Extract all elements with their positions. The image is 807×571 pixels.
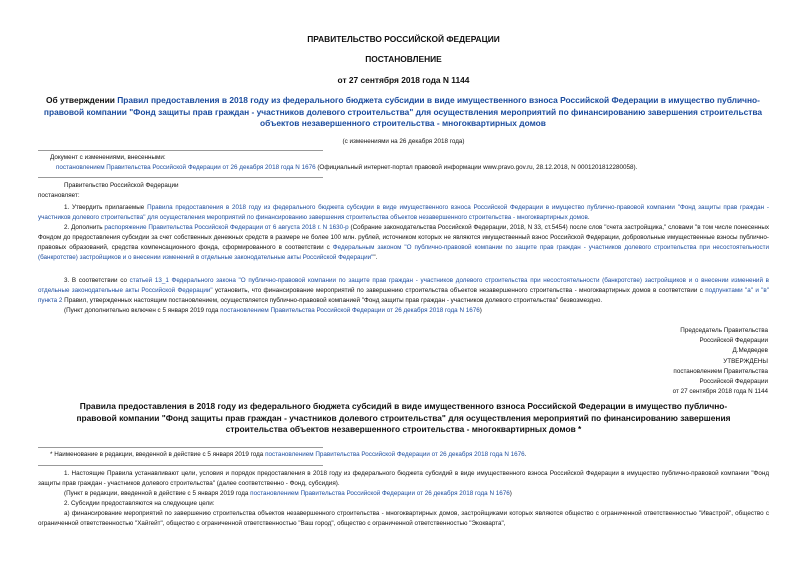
approved-date: от 27 сентября 2018 года N 1144	[672, 388, 768, 396]
federal-law-link[interactable]: Федеральным законом "О публично-правовой компании по защите прав граждан - участников долевого строительства при несостоятельности (банкротстве) застройщиков и о внесении изменений в отдельные законодательные акты Российской Федерации"	[38, 244, 769, 261]
divider	[38, 447, 323, 448]
signature-title: Председатель Правительства	[680, 327, 768, 334]
rule-1-amendment-link[interactable]: постановлением Правительства Российской Федерации от 26 декабря 2018 года N 1676	[250, 490, 510, 497]
paragraph-3-note: (Пункт дополнительно включен с 5 января 2019 года постановлением Правительства Российской Федерации от 26 декабря 2018 года N 1676)	[64, 307, 482, 314]
footnote-link[interactable]: постановлением Правительства Российской Федерации от 26 декабря 2018 года N 1676	[265, 451, 525, 458]
rule-2a: а) финансирование мероприятий по завершению строительства объектов незавершенного строительства - многоквартирных домов, застройщиками которых являются общество с ограниченной ответственностью "Ивастрой", общество с ограниченной ответственностью "Хайгейт", общество с ограниченной ответственностью "Ваш город", общество с ограниченной ответственностью "Экокварта",	[38, 510, 769, 527]
rules-link[interactable]: Правила предоставления в 2018 году из федерального бюджета субсидии в виде имущественного взноса Российской Федерации в имущество публично-правовой компании "Фонд защиты прав граждан - участников долевого строительства" для осуществления мероприятий по финансированию завершения строительства объектов незавершенного строительства - многоквартирных домов	[38, 204, 769, 221]
document-type: ПОСТАНОВЛЕНИЕ	[365, 54, 442, 64]
document-date-number: от 27 сентября 2018 года N 1144	[337, 75, 470, 85]
approved-by: постановлением Правительства	[673, 367, 768, 375]
article-13-1-link[interactable]: статьей 13_1 Федерального закона "О публично-правовой компании по защите прав граждан - участников долевого строительства при несостоятельности (банкротстве) застройщиков и о внесении изменений в отдельные законодательные акты Российской Федерации"	[38, 277, 769, 294]
approved-country: Российской Федерации	[699, 378, 768, 386]
changes-link[interactable]: постановлением Правительства Российской Федерации от 26 декабря 2018 года N 1676	[56, 164, 316, 171]
signature-country: Российской Федерации	[699, 337, 768, 345]
title-prefix: Об утверждении	[46, 95, 115, 105]
paragraph-3: 3. В соответствии со статьей 13_1 Федерального закона "О публично-правовой компании по защите прав граждан - участников долевого строительства при несостоятельности (банкротстве) застройщиков и о внесении изменений в отдельные законодательные акты Российской Федерации" установить, что финансирование мероприятий по завершению строительства объектов незавершенного строительства - многоквартирных домов в соответствии с подпунктами "а" и "в" пункта 2 Правил, утвержденных настоящим постановлением, осуществляется публично-правовой компанией "Фонд защиты прав граждан - участников долевого строительства" безвозмездно.	[38, 277, 769, 304]
preamble-government: Правительство Российской Федерации	[64, 182, 179, 189]
rules-body	[38, 469, 769, 529]
changes-rest: (Официальный интернет-портал правовой информации www.pravo.gov.ru, 28.12.2018, N 0001201812280058).	[315, 164, 638, 171]
changes-block	[50, 153, 770, 173]
paragraph-2: 2. Дополнить распоряжение Правительства Российской Федерации от 6 августа 2018 г. N 1630-р (Собрание законодательства Российской Федерации, 2018, N 33, ст.5454) после слов "счета застройщика," словами "в том числе понесенных Фондом до предоставления субсидии за счет собственных денежных средств в размере не более 100 млн. рублей, источником которых не являются имущественный взнос Российской Федерации, добровольные имущественные взносы публично-правовых образований, средства компенсационного фонда, сформированного в соответствии с Федеральным законом "О публично-правовой компании по защите прав граждан - участников долевого строительства при несостоятельности (банкротстве) застройщиков и о внесении изменений в отдельные законодательные акты Российской Федерации"".	[38, 224, 769, 261]
decree-body	[38, 181, 769, 263]
amendment-link[interactable]: постановлением Правительства Российской Федерации от 26 декабря 2018 года N 1676	[220, 307, 480, 314]
paragraph-1: 1. Утвердить прилагаемые Правила предоставления в 2018 году из федерального бюджета субсидии в виде имущественного взноса Российской Федерации в имущество публично-правовой компании "Фонд защиты прав граждан - участников долевого строительства" для осуществления мероприятий по финансированию завершения строительства объектов незавершенного строительства - многоквартирных домов.	[38, 204, 769, 221]
paragraph-3-block	[38, 276, 769, 316]
subparagraphs-link[interactable]: подпунктами "а" и "в" пункта 2	[38, 287, 769, 304]
changes-intro: Документ с изменениями, внесенными:	[50, 154, 166, 161]
signature-block	[520, 326, 768, 397]
footnote: * Наименование в редакции, введенной в действие с 5 января 2019 года постановлением Правительства Российской Федерации от 26 декабря 2018 года N 1676.	[50, 451, 527, 458]
document-title	[38, 95, 768, 130]
title-rules-link[interactable]: Правил предоставления в 2018 году из федерального бюджета субсидии в виде имущественного взноса Российской Федерации в имущество публично-правовой компании "Фонд защиты прав граждан - участников долевого строительства" для осуществления мероприятий по финансированию завершения строительства объектов незавершенного строительства - многоквартирных домов	[43, 95, 763, 128]
government-heading: ПРАВИТЕЛЬСТВО РОССИЙСКОЙ ФЕДЕРАЦИИ	[307, 34, 500, 44]
divider	[38, 465, 323, 466]
signature-name: Д.Медведев	[732, 347, 768, 355]
approved-label: УТВЕРЖДЕНЫ	[723, 357, 768, 365]
rule-1: 1. Настоящие Правила устанавливают цели, условия и порядок предоставления в 2018 году из федерального бюджета субсидий в виде имущественного взноса Российской Федерации в имущество публично-правовой компании "Фонд защиты прав граждан - участников долевого строительства" (далее соответственно - Фонд, субсидия).	[38, 470, 769, 487]
rule-2: 2. Субсидии предоставляются на следующие цели:	[64, 500, 215, 507]
divider	[38, 150, 323, 151]
rules-title: Правила предоставления в 2018 году из федерального бюджета субсидий в виде имущественного взноса Российской Федерации в имущество публично-правовой компании "Фонд защиты прав граждан - участников долевого строительства" для осуществления мероприятий по финансированию завершения строительства объектов незавершенного строительства - многоквартирных домов *	[76, 401, 731, 434]
order-1630-link[interactable]: распоряжение Правительства Российской Федерации от 6 августа 2018 г. N 1630-р	[104, 224, 349, 231]
revision-note: (с изменениями на 26 декабря 2018 года)	[342, 138, 465, 145]
preamble-decrees: постановляет:	[38, 192, 80, 199]
rule-1-note: (Пункт в редакции, введенной в действие с 5 января 2019 года постановлением Правительства Российской Федерации от 26 декабря 2018 года N 1676)	[64, 490, 512, 497]
divider	[38, 177, 323, 178]
